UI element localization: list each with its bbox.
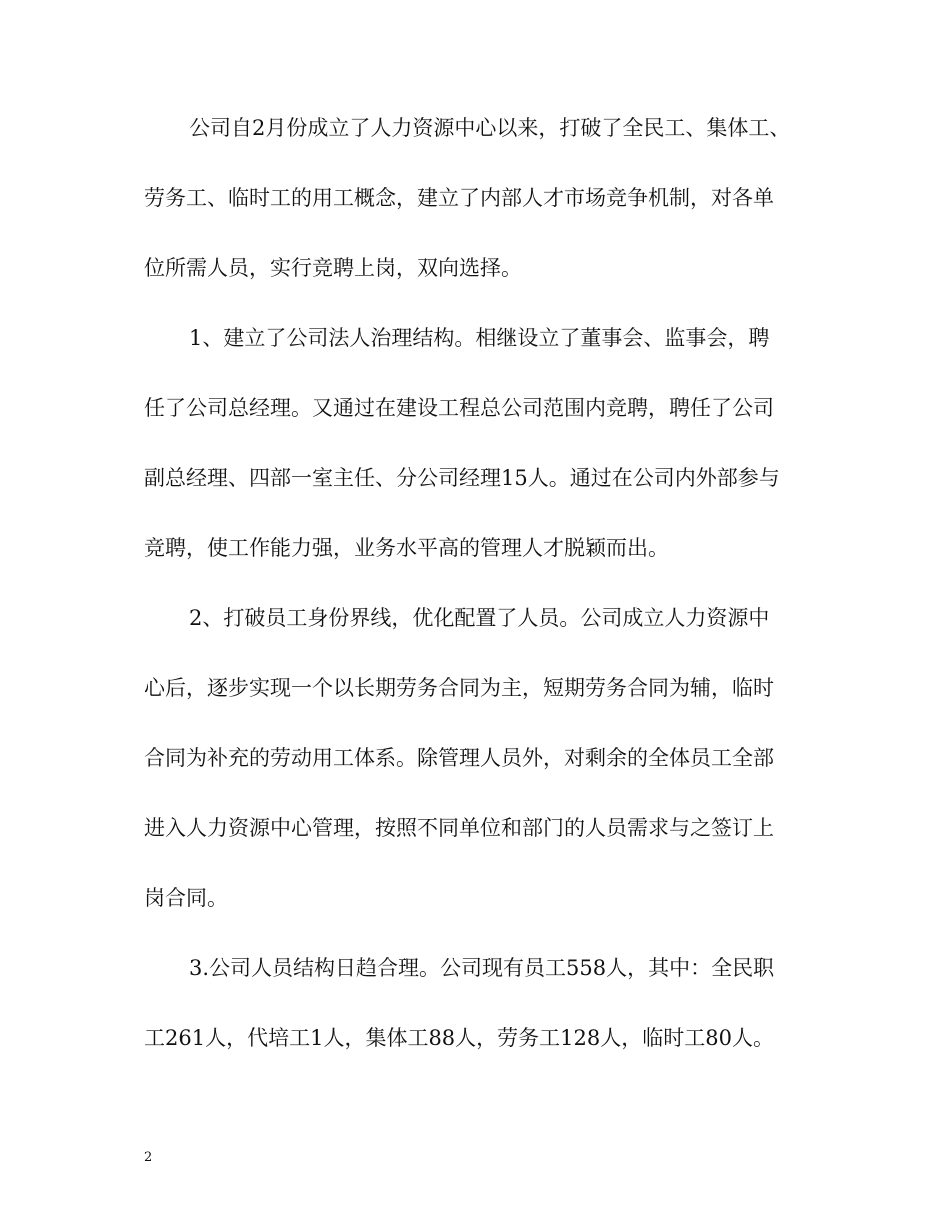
- text-line: 工261人，代培工1人，集体工88人，劳务工128人，临时工80人。: [144, 1026, 774, 1050]
- text-line: 合同为补充的劳动用工体系。除管理人员外，对剩余的全体员工全部: [144, 746, 774, 770]
- text-line: 任了公司总经理。又通过在建设工程总公司范围内竞聘，聘任了公司: [144, 396, 774, 420]
- text-line: 3.公司人员结构日趋合理。公司现有员工558人，其中：全民职: [189, 956, 775, 980]
- text-line: 心后，逐步实现一个以长期劳务合同为主，短期劳务合同为辅，临时: [144, 676, 774, 700]
- text-line: 副总经理、四部一室主任、分公司经理15人。通过在公司内外部参与: [144, 466, 780, 490]
- text-line: 劳务工、临时工的用工概念，建立了内部人才市场竞争机制，对各单: [144, 186, 774, 210]
- text-line: 1、建立了公司法人治理结构。相继设立了董事会、监事会，聘: [189, 326, 770, 350]
- text-line: 进入人力资源中心管理，按照不同单位和部门的人员需求与之签订上: [144, 816, 774, 840]
- text-line: 公司自2月份成立了人力资源中心以来，打破了全民工、集体工、: [189, 116, 791, 140]
- text-line: 位所需人员，实行竞聘上岗，双向选择。: [144, 256, 522, 280]
- body-text: [144, 116, 814, 1096]
- text-line: 岗合同。: [144, 886, 228, 910]
- text-line: 竞聘，使工作能力强，业务水平高的管理人才脱颖而出。: [144, 536, 669, 560]
- page-number: 2: [144, 1150, 153, 1165]
- text-line: 2、打破员工身份界线，优化配置了人员。公司成立人力资源中: [189, 606, 770, 630]
